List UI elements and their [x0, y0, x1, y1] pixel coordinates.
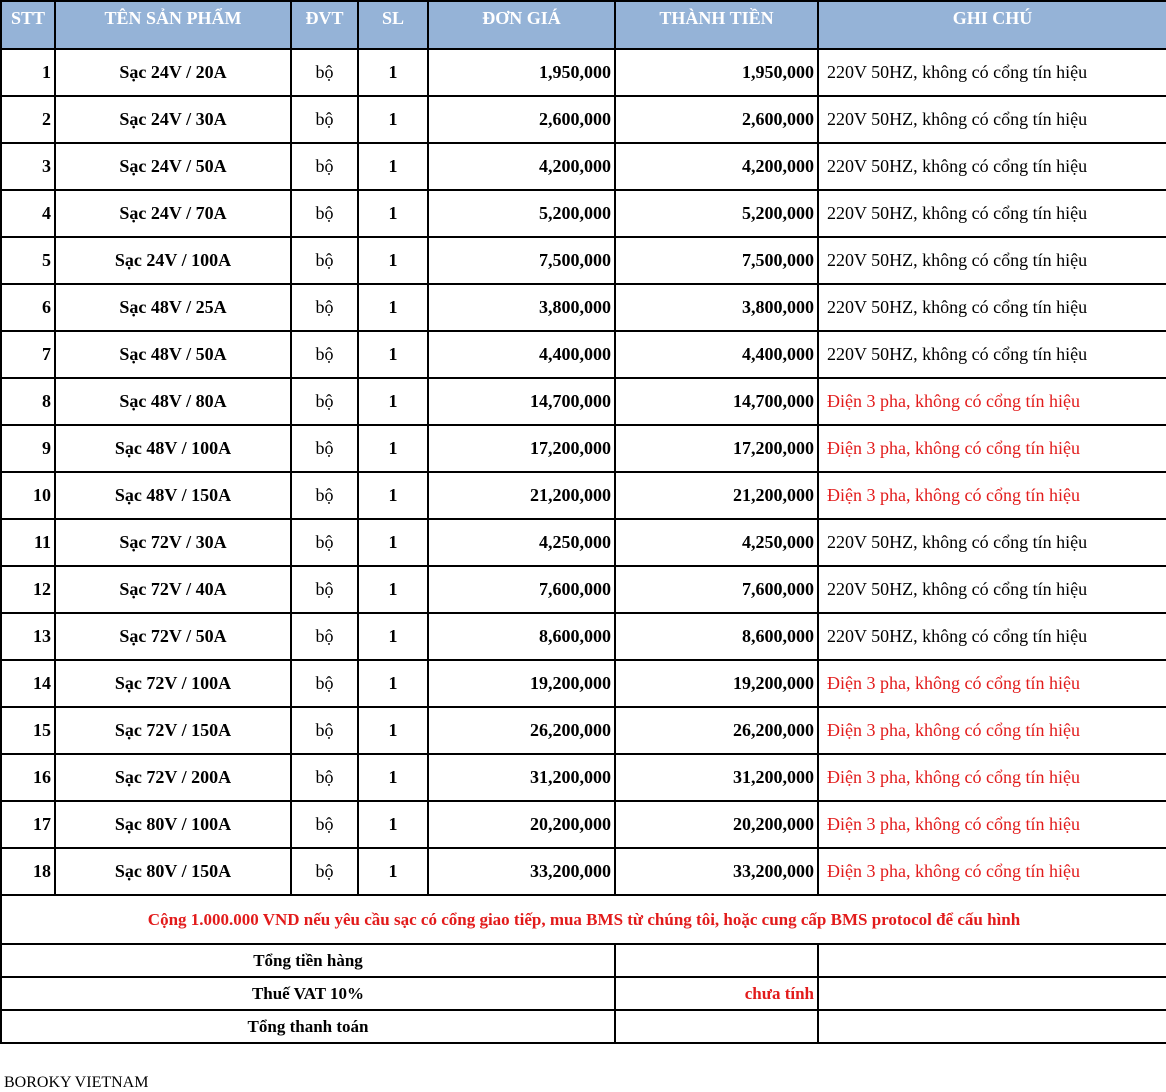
header-unit-price: ĐƠN GIÁ — [428, 1, 615, 49]
company-name: BOROKY VIETNAM — [4, 1074, 149, 1091]
quantity: 1 — [358, 143, 428, 190]
unit: bộ — [291, 754, 358, 801]
table-row — [1, 660, 1166, 707]
table-row — [1, 848, 1166, 895]
quantity: 1 — [358, 754, 428, 801]
grand-total-note — [818, 1010, 1166, 1043]
row-stt: 1 — [1, 49, 55, 96]
unit: bộ — [291, 519, 358, 566]
product-name: Sạc 72V / 30A — [55, 519, 291, 566]
quantity: 1 — [358, 237, 428, 284]
note: 220V 50HZ, không có cổng tín hiệu — [818, 49, 1166, 96]
product-name: Sạc 24V / 50A — [55, 143, 291, 190]
grand-total-value — [615, 1010, 818, 1043]
table-row — [1, 566, 1166, 613]
unit: bộ — [291, 707, 358, 754]
table-row — [1, 143, 1166, 190]
unit-price: 3,800,000 — [428, 284, 615, 331]
unit-price: 26,200,000 — [428, 707, 615, 754]
vat-row — [1, 977, 1166, 1010]
quantity: 1 — [358, 801, 428, 848]
note: Điện 3 pha, không có cổng tín hiệu — [818, 754, 1166, 801]
row-stt: 12 — [1, 566, 55, 613]
line-total: 3,800,000 — [615, 284, 818, 331]
line-total: 5,200,000 — [615, 190, 818, 237]
quantity: 1 — [358, 425, 428, 472]
table-row — [1, 237, 1166, 284]
unit: bộ — [291, 801, 358, 848]
quantity: 1 — [358, 49, 428, 96]
note: Điện 3 pha, không có cổng tín hiệu — [818, 425, 1166, 472]
unit: bộ — [291, 613, 358, 660]
quantity: 1 — [358, 613, 428, 660]
note: Điện 3 pha, không có cổng tín hiệu — [818, 660, 1166, 707]
unit: bộ — [291, 848, 358, 895]
quantity: 1 — [358, 331, 428, 378]
unit: bộ — [291, 331, 358, 378]
line-total: 4,250,000 — [615, 519, 818, 566]
line-total: 7,600,000 — [615, 566, 818, 613]
table-row — [1, 96, 1166, 143]
line-total: 4,200,000 — [615, 143, 818, 190]
line-total: 31,200,000 — [615, 754, 818, 801]
unit: bộ — [291, 49, 358, 96]
line-total: 8,600,000 — [615, 613, 818, 660]
unit: bộ — [291, 237, 358, 284]
table-row — [1, 331, 1166, 378]
notice-row — [1, 895, 1166, 944]
unit: bộ — [291, 190, 358, 237]
unit-price: 7,500,000 — [428, 237, 615, 284]
note: 220V 50HZ, không có cổng tín hiệu — [818, 143, 1166, 190]
quantity: 1 — [358, 707, 428, 754]
unit-price: 19,200,000 — [428, 660, 615, 707]
row-stt: 6 — [1, 284, 55, 331]
vat-label: Thuế VAT 10% — [1, 977, 615, 1010]
row-stt: 7 — [1, 331, 55, 378]
quantity: 1 — [358, 660, 428, 707]
line-total: 33,200,000 — [615, 848, 818, 895]
product-name: Sạc 48V / 150A — [55, 472, 291, 519]
header-unit: ĐVT — [291, 1, 358, 49]
unit: bộ — [291, 566, 358, 613]
line-total: 1,950,000 — [615, 49, 818, 96]
unit-price: 4,400,000 — [428, 331, 615, 378]
product-name: Sạc 24V / 30A — [55, 96, 291, 143]
unit: bộ — [291, 143, 358, 190]
row-stt: 9 — [1, 425, 55, 472]
table-row — [1, 49, 1166, 96]
row-stt: 2 — [1, 96, 55, 143]
unit: bộ — [291, 425, 358, 472]
product-name: Sạc 48V / 80A — [55, 378, 291, 425]
table-row — [1, 472, 1166, 519]
unit-price: 5,200,000 — [428, 190, 615, 237]
table-row — [1, 190, 1166, 237]
note: 220V 50HZ, không có cổng tín hiệu — [818, 237, 1166, 284]
product-name: Sạc 72V / 150A — [55, 707, 291, 754]
product-name: Sạc 72V / 100A — [55, 660, 291, 707]
line-total: 21,200,000 — [615, 472, 818, 519]
row-stt: 18 — [1, 848, 55, 895]
product-name: Sạc 72V / 50A — [55, 613, 291, 660]
row-stt: 13 — [1, 613, 55, 660]
unit-price: 14,700,000 — [428, 378, 615, 425]
product-name: Sạc 48V / 50A — [55, 331, 291, 378]
header-total: THÀNH TIỀN — [615, 1, 818, 49]
line-total: 7,500,000 — [615, 237, 818, 284]
table-row — [1, 425, 1166, 472]
line-total: 14,700,000 — [615, 378, 818, 425]
line-total: 17,200,000 — [615, 425, 818, 472]
quantity: 1 — [358, 566, 428, 613]
line-total: 2,600,000 — [615, 96, 818, 143]
unit-price: 1,950,000 — [428, 49, 615, 96]
table-row — [1, 519, 1166, 566]
quantity: 1 — [358, 519, 428, 566]
table-row — [1, 754, 1166, 801]
note: Điện 3 pha, không có cổng tín hiệu — [818, 707, 1166, 754]
unit-price: 33,200,000 — [428, 848, 615, 895]
product-name: Sạc 24V / 70A — [55, 190, 291, 237]
quantity: 1 — [358, 378, 428, 425]
subtotal-label: Tổng tiền hàng — [1, 944, 615, 977]
row-stt: 3 — [1, 143, 55, 190]
unit-price: 4,250,000 — [428, 519, 615, 566]
unit: bộ — [291, 378, 358, 425]
row-stt: 17 — [1, 801, 55, 848]
note: 220V 50HZ, không có cổng tín hiệu — [818, 284, 1166, 331]
header-quantity: SL — [358, 1, 428, 49]
product-name: Sạc 80V / 100A — [55, 801, 291, 848]
note: Điện 3 pha, không có cổng tín hiệu — [818, 378, 1166, 425]
row-stt: 16 — [1, 754, 55, 801]
line-total: 4,400,000 — [615, 331, 818, 378]
note: Điện 3 pha, không có cổng tín hiệu — [818, 801, 1166, 848]
note: 220V 50HZ, không có cổng tín hiệu — [818, 566, 1166, 613]
unit-price: 7,600,000 — [428, 566, 615, 613]
row-stt: 14 — [1, 660, 55, 707]
subtotal-row — [1, 944, 1166, 977]
product-name: Sạc 80V / 150A — [55, 848, 291, 895]
note: 220V 50HZ, không có cổng tín hiệu — [818, 190, 1166, 237]
table-row — [1, 378, 1166, 425]
table-row — [1, 284, 1166, 331]
product-name: Sạc 24V / 20A — [55, 49, 291, 96]
product-name: Sạc 72V / 200A — [55, 754, 291, 801]
note: Điện 3 pha, không có cổng tín hiệu — [818, 848, 1166, 895]
quantity: 1 — [358, 96, 428, 143]
row-stt: 5 — [1, 237, 55, 284]
note: 220V 50HZ, không có cổng tín hiệu — [818, 331, 1166, 378]
note: 220V 50HZ, không có cổng tín hiệu — [818, 519, 1166, 566]
grand-total-row — [1, 1010, 1166, 1043]
line-total: 19,200,000 — [615, 660, 818, 707]
product-name: Sạc 48V / 100A — [55, 425, 291, 472]
row-stt: 4 — [1, 190, 55, 237]
vat-value: chưa tính — [615, 977, 818, 1010]
notice-text: Cộng 1.000.000 VND nếu yêu cầu sạc có cổng giao tiếp, mua BMS từ chúng tôi, hoặc cung cấp BMS protocol để cấu hình — [1, 895, 1166, 944]
quantity: 1 — [358, 472, 428, 519]
unit: bộ — [291, 660, 358, 707]
subtotal-value — [615, 944, 818, 977]
unit: bộ — [291, 472, 358, 519]
product-name: Sạc 48V / 25A — [55, 284, 291, 331]
table-row — [1, 707, 1166, 754]
table-row — [1, 613, 1166, 660]
header-notes: GHI CHÚ — [818, 1, 1166, 49]
unit: bộ — [291, 96, 358, 143]
quantity: 1 — [358, 284, 428, 331]
row-stt: 10 — [1, 472, 55, 519]
grand-total-label: Tổng thanh toán — [1, 1010, 615, 1043]
unit-price: 2,600,000 — [428, 96, 615, 143]
header-product-name: TÊN SẢN PHẨM — [55, 1, 291, 49]
unit-price: 17,200,000 — [428, 425, 615, 472]
note: 220V 50HZ, không có cổng tín hiệu — [818, 96, 1166, 143]
line-total: 26,200,000 — [615, 707, 818, 754]
quantity: 1 — [358, 848, 428, 895]
unit-price: 4,200,000 — [428, 143, 615, 190]
vat-note — [818, 977, 1166, 1010]
unit-price: 8,600,000 — [428, 613, 615, 660]
table-row — [1, 801, 1166, 848]
unit-price: 21,200,000 — [428, 472, 615, 519]
note: Điện 3 pha, không có cổng tín hiệu — [818, 472, 1166, 519]
note: 220V 50HZ, không có cổng tín hiệu — [818, 613, 1166, 660]
row-stt: 15 — [1, 707, 55, 754]
header-stt: STT — [1, 1, 55, 49]
line-total: 20,200,000 — [615, 801, 818, 848]
product-name: Sạc 72V / 40A — [55, 566, 291, 613]
subtotal-note — [818, 944, 1166, 977]
unit-price: 20,200,000 — [428, 801, 615, 848]
row-stt: 11 — [1, 519, 55, 566]
product-name: Sạc 24V / 100A — [55, 237, 291, 284]
header-row — [1, 1, 1166, 49]
row-stt: 8 — [1, 378, 55, 425]
quantity: 1 — [358, 190, 428, 237]
unit-price: 31,200,000 — [428, 754, 615, 801]
unit: bộ — [291, 284, 358, 331]
